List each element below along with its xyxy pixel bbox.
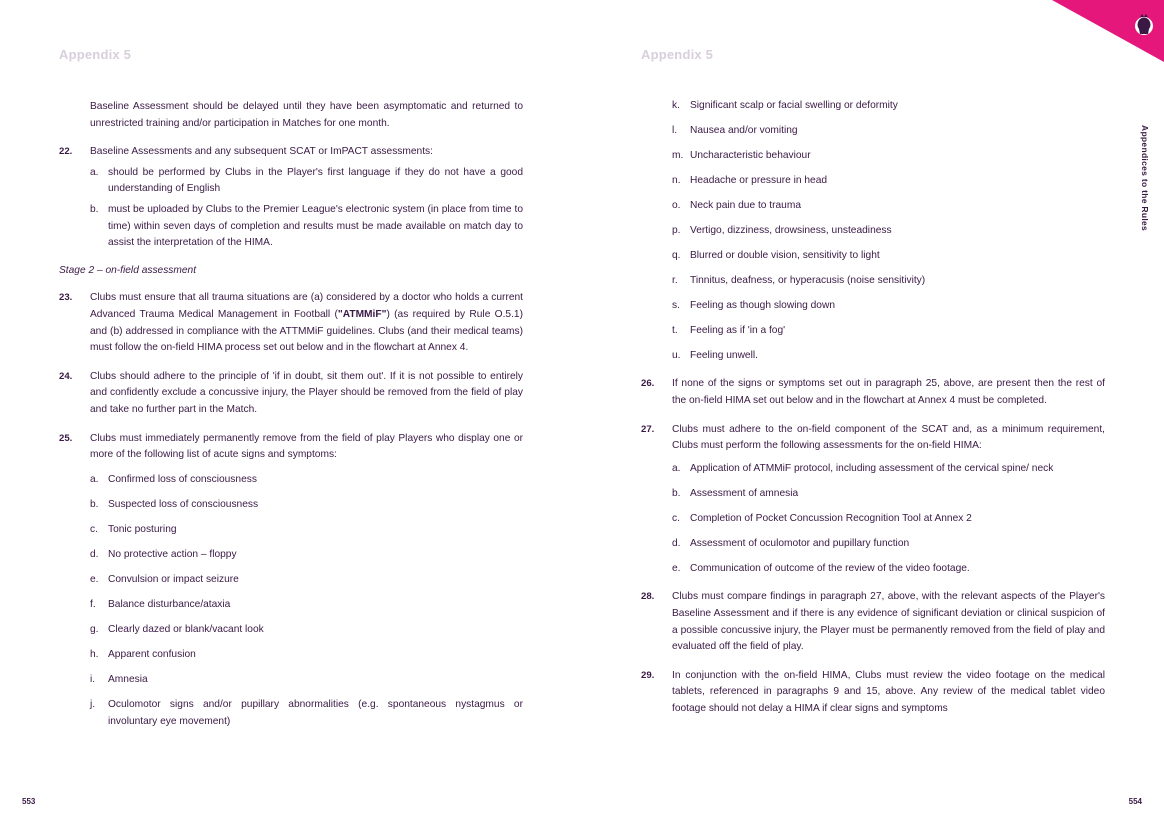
paragraph-text-cont: ) (as required by Rule O.5.1) and (b) addressed in compliance with the ATTMMiF guidelines. Clubs (and their medical teams) must follow the on-field HIMA process set out below and in the flowchart at Annex 4. <box>90 308 523 354</box>
list-text: Vertigo, dizziness, drowsiness, unsteadiness <box>690 224 892 236</box>
page-heading: Appendix 5 <box>59 47 132 62</box>
list-letter: b. <box>672 487 681 499</box>
list-text: Neck pain due to trauma <box>690 199 801 211</box>
paragraph-number: 25. <box>59 432 73 444</box>
list-item <box>672 348 1105 365</box>
list-item <box>672 561 1105 578</box>
list-item <box>90 522 523 539</box>
paragraph-number: 29. <box>641 669 655 681</box>
list-item <box>90 497 523 514</box>
list-item <box>672 511 1105 528</box>
list-item <box>672 323 1105 340</box>
paragraph-25 <box>59 431 523 464</box>
list-text: Oculomotor signs and/or pupillary abnormalities (e.g. spontaneous nystagmus or involuntary eye movement) <box>108 698 523 727</box>
page-number: 554 <box>1128 797 1142 806</box>
list-item <box>90 165 523 198</box>
list-text: Headache or pressure in head <box>690 174 828 186</box>
assessment-list <box>641 461 1105 578</box>
list-letter: m. <box>672 149 684 161</box>
list-item <box>90 202 523 252</box>
intro-paragraph: Baseline Assessment should be delayed until they have been asymptomatic and returned to unrestricted training and/or participation in Matches for one month. <box>90 101 523 129</box>
list-letter: l. <box>672 124 678 136</box>
list-item <box>672 536 1105 553</box>
paragraph-text: Baseline Assessments and any subsequent SCAT or ImPACT assessments: <box>90 146 433 158</box>
list-letter: b. <box>90 499 99 511</box>
paragraph-number: 22. <box>59 146 73 158</box>
list-letter: d. <box>672 537 681 549</box>
list-text: Apparent confusion <box>108 648 196 660</box>
list-letter: e. <box>90 574 99 586</box>
list-letter: s. <box>672 299 680 311</box>
list-item <box>672 248 1105 265</box>
page-number: 553 <box>22 797 36 806</box>
page-heading: Appendix 5 <box>641 47 714 62</box>
paragraph-number: 26. <box>641 378 655 390</box>
list-item <box>672 98 1105 115</box>
left-content <box>59 99 523 730</box>
list-item <box>90 572 523 589</box>
list-item <box>90 472 523 489</box>
list-text: Feeling as though slowing down <box>690 299 835 311</box>
list-text: should be performed by Clubs in the Player's first language if they do not have a good understanding of English <box>108 166 523 195</box>
right-page <box>582 0 1164 826</box>
list-item <box>672 148 1105 165</box>
list-item <box>672 223 1105 240</box>
paragraph-24 <box>59 369 523 419</box>
list-item <box>672 298 1105 315</box>
list-letter: a. <box>90 166 99 178</box>
paragraph-number: 28. <box>641 591 655 603</box>
list-letter: a. <box>672 462 681 474</box>
list-text: Convulsion or impact seizure <box>108 574 239 586</box>
list-item <box>672 461 1105 478</box>
list-item <box>90 647 523 664</box>
list-letter: f. <box>90 599 96 610</box>
list-letter: c. <box>90 524 98 536</box>
list-letter: b. <box>90 203 99 215</box>
list-item <box>90 672 523 689</box>
symptom-list-continued <box>641 98 1105 364</box>
list-text: Nausea and/or vomiting <box>690 124 798 136</box>
list-text: No protective action – floppy <box>108 549 237 561</box>
list-text: Communication of outcome of the review of the video footage. <box>690 562 970 574</box>
list-text: Blurred or double vision, sensitivity to light <box>690 249 880 261</box>
paragraph-text: Clubs must adhere to the on-field component of the SCAT and, as a minimum requirement, Clubs must perform the following assessments for the on-field HIMA: <box>672 423 1105 452</box>
paragraph-29 <box>641 668 1105 718</box>
list-item <box>90 697 523 730</box>
list-letter: d. <box>90 549 99 561</box>
paragraph-text: Clubs must immediately permanently remove from the field of play Players who display one or more of the following list of acute signs and symptoms: <box>90 432 523 461</box>
list-letter: j. <box>90 698 96 710</box>
list-item <box>672 173 1105 190</box>
list-text: Assessment of amnesia <box>690 487 799 499</box>
symptom-list <box>59 472 523 730</box>
list-letter: e. <box>672 562 681 574</box>
paragraph-text: Clubs must compare findings in paragraph 27, above, with the relevant aspects of the Player's Baseline Assessment and if there is any evidence of significant deviation or clinical suspicion of a possible concussive injury, the Player must be permanently removed from the field of play and evaluated off the field of play. <box>672 591 1105 653</box>
list-letter: q. <box>672 249 681 261</box>
right-content <box>641 98 1105 718</box>
list-letter: i. <box>90 673 96 685</box>
paragraph-text: In conjunction with the on-field HIMA, Clubs must review the video footage on the medical tablets, referenced in paragraphs 9 and 15, above. Any review of the medical tablet video footage should not delay a HIMA if clear signs and symptoms <box>672 669 1105 714</box>
list-letter: c. <box>672 512 680 524</box>
list-text: Suspected loss of consciousness <box>108 499 259 511</box>
paragraph-text: Clubs must ensure that all trauma situations are (a) considered by a doctor who holds a current Advanced Trauma Medical Management in Football ( <box>90 292 523 320</box>
list-text: must be uploaded by Clubs to the Premier League's electronic system (in place from time to time) within seven days of completion and results must be made available on match day to assist the interpretation of the HIMA. <box>108 203 523 249</box>
paragraph-text: If none of the signs or symptoms set out in paragraph 25, above, are present then the rest of the on-field HIMA set out below and in the flowchart at Annex 4 must be completed. <box>672 378 1105 407</box>
list-letter: a. <box>90 474 99 486</box>
side-tab-label: Appendices to the Rules <box>1140 125 1150 232</box>
list-letter: h. <box>90 648 99 660</box>
paragraph-28 <box>641 589 1105 655</box>
list-text: Balance disturbance/ataxia <box>108 599 231 610</box>
paragraph-27 <box>641 422 1105 455</box>
list-letter: n. <box>672 174 681 186</box>
list-text: Significant scalp or facial swelling or deformity <box>690 100 898 111</box>
list-letter: t. <box>672 324 678 336</box>
list-text: Feeling as if 'in a fog' <box>690 324 786 336</box>
list-item <box>672 273 1105 290</box>
defined-term: "ATMMiF" <box>337 308 387 320</box>
list-letter: p. <box>672 224 681 236</box>
list-item <box>90 597 523 614</box>
paragraph-number: 23. <box>59 292 73 304</box>
list-item <box>672 198 1105 215</box>
list-text: Feeling unwell. <box>690 349 758 361</box>
paragraph-26 <box>641 376 1105 409</box>
side-tab <box>1140 125 1154 255</box>
list-text: Amnesia <box>108 673 148 685</box>
list-letter: k. <box>672 100 680 111</box>
list-text: Clearly dazed or blank/vacant look <box>108 623 264 635</box>
section-subheading: Stage 2 – on-field assessment <box>59 264 197 276</box>
list-letter: r. <box>672 274 678 286</box>
list-item <box>90 547 523 564</box>
paragraph-23 <box>59 290 523 356</box>
list-text: Application of ATMMiF protocol, including assessment of the cervical spine/ neck <box>690 462 1054 474</box>
paragraph-number: 27. <box>641 423 655 435</box>
list-item <box>90 622 523 639</box>
list-text: Confirmed loss of consciousness <box>108 474 257 486</box>
list-text: Tinnitus, deafness, or hyperacusis (noise sensitivity) <box>690 274 926 286</box>
list-text: Tonic posturing <box>108 524 177 536</box>
list-letter: g. <box>90 623 99 635</box>
list-letter: u. <box>672 349 681 361</box>
list-letter: o. <box>672 199 681 211</box>
paragraph-number: 24. <box>59 370 73 382</box>
list-text: Uncharacteristic behaviour <box>690 149 811 161</box>
list-text: Assessment of oculomotor and pupillary function <box>690 537 910 549</box>
paragraph-text: Clubs should adhere to the principle of 'if in doubt, sit them out'. If it is not possible to entirely and confidently exclude a concussive injury, the Player should be removed from the field of play and take no further part in the Match. <box>90 370 523 415</box>
list-text: Completion of Pocket Concussion Recognition Tool at Annex 2 <box>690 512 972 524</box>
list-item <box>672 486 1105 503</box>
list-item <box>672 123 1105 140</box>
paragraph-22 <box>59 144 523 161</box>
